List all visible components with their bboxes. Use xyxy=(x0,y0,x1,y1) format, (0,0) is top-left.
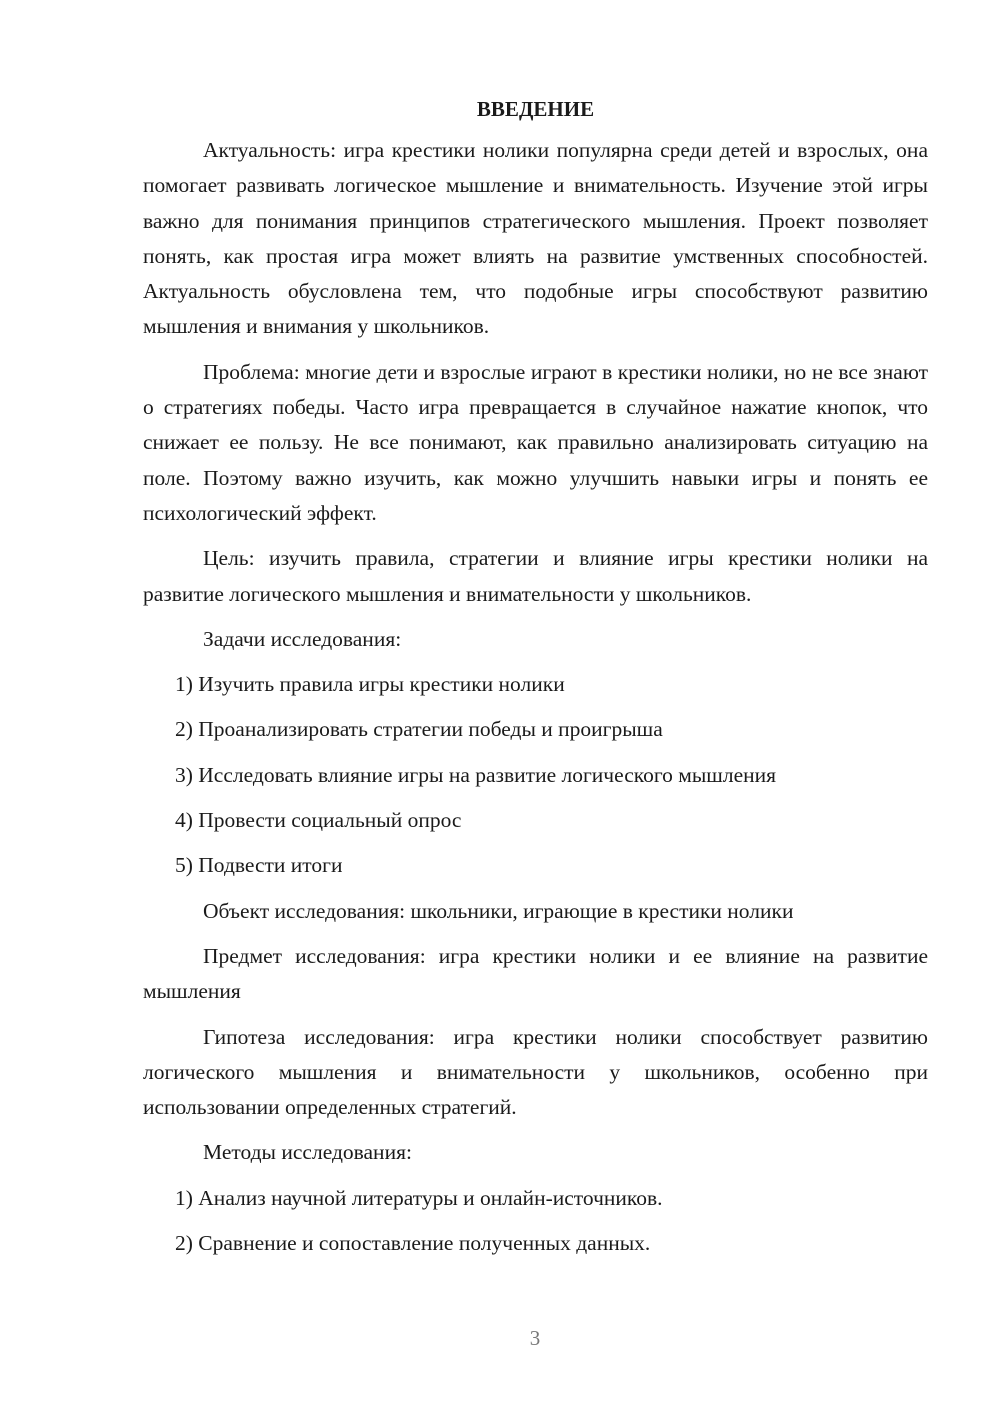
list-item: 4) Провести социальный опрос xyxy=(175,808,462,833)
list-item: 2) Сравнение и сопоставление полученных данных. xyxy=(175,1231,651,1256)
methods-list xyxy=(143,1181,928,1262)
list-item: 1) Изучить правила игры крестики нолики xyxy=(175,672,565,697)
list-item: 1) Анализ научной литературы и онлайн-источников. xyxy=(175,1185,663,1210)
hypothesis-paragraph: Гипотеза исследования: игра крестики нолики способствует развитию логического мышления и внимательности у школьников, особенно при использовании определенных стратегий. xyxy=(143,1024,928,1120)
goal-paragraph: Цель: изучить правила, стратегии и влияние игры крестики нолики на развитие логического мышления и внимательности у школьников. xyxy=(143,546,928,606)
problem-paragraph: Проблема: многие дети и взрослые играют в крестики нолики, но не все знают о стратегиях победы. Часто игра превращается в случайное нажатие кнопок, что снижает ее пользу. Не все понимают, как правильно анализировать ситуацию на поле. Поэтому важно изучить, как можно улучшить навыки игры и понять ее психологический эффект. xyxy=(143,359,928,525)
relevance-paragraph: Актуальность: игра крестики нолики популярна среди детей и взрослых, она помогает развивать логическое мышление и внимательность. Изучение этой игры важно для понимания принципов стратегического мышления. Проект позволяет понять, как простая игра может влиять на развитие умственных способностей. Актуальность обусловлена тем, что подобные игры способствуют развитию мышления и внимания у школьников. xyxy=(143,138,928,339)
tasks-list xyxy=(143,667,928,883)
list-item: 2) Проанализировать стратегии победы и проигрыша xyxy=(175,717,663,742)
list-item: 5) Подвести итоги xyxy=(175,853,343,878)
tasks-heading: Задачи исследования: xyxy=(203,626,402,651)
page-title: ВВЕДЕНИЕ xyxy=(476,97,595,121)
list-item: 3) Исследовать влияние игры на развитие логического мышления xyxy=(175,762,777,787)
object-paragraph: Объект исследования: школьники, играющие в крестики нолики xyxy=(203,898,794,923)
methods-heading: Методы исследования: xyxy=(203,1140,412,1165)
document-page xyxy=(143,92,928,1261)
page-number: 3 xyxy=(529,1326,541,1350)
subject-paragraph: Предмет исследования: игра крестики нолики и ее влияние на развитие мышления xyxy=(143,943,928,1004)
